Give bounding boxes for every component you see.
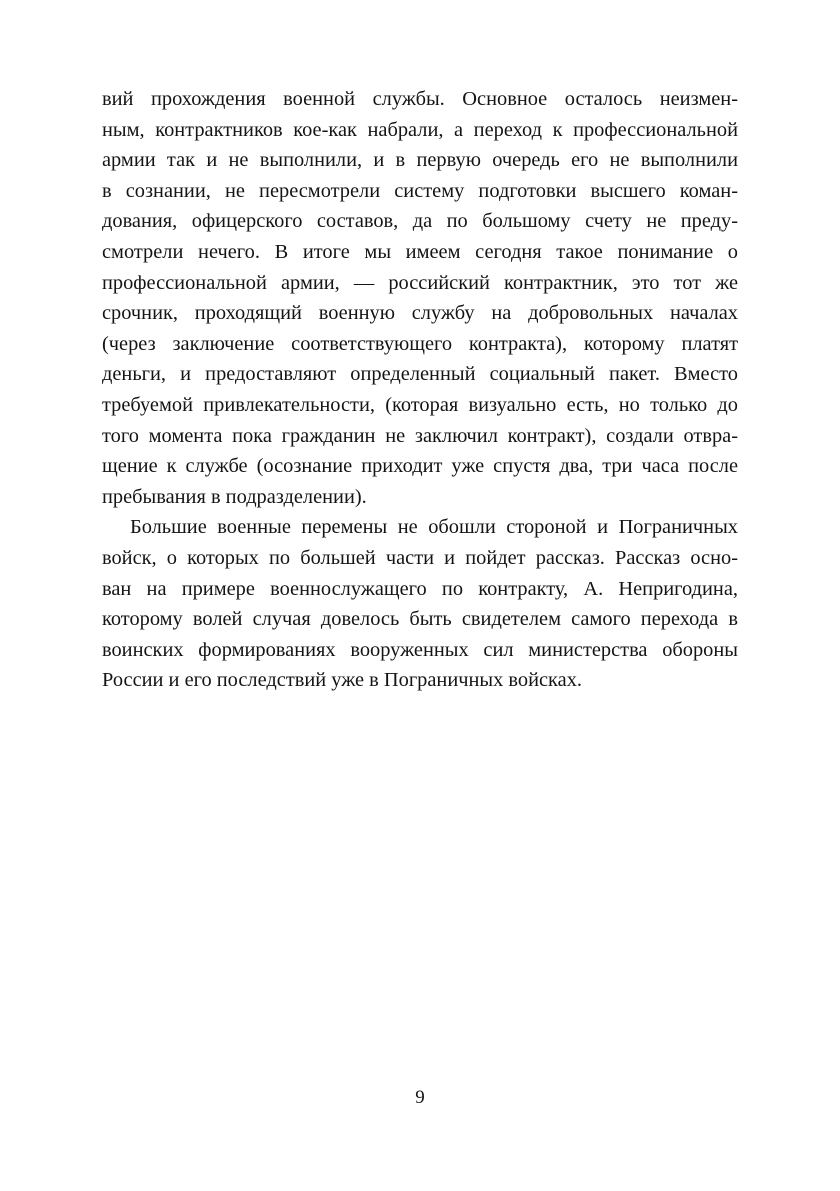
paragraph-1: [102, 84, 738, 512]
text-line: профессиональной армии, — российский контрактник, это тот же: [102, 271, 738, 294]
text-line: щение к службе (осознание приходит уже спустя два, три часа после: [102, 455, 738, 478]
text-line: Большие военные перемены не обошли стороной и Пограничных: [130, 516, 738, 539]
text-line: смотрели нечего. В итоге мы имеем сегодня такое понимание о: [102, 240, 738, 263]
text-line: требуемой привлекательности, (которая визуально есть, но только до: [102, 393, 738, 416]
body-text: [102, 84, 738, 696]
paragraph-2: [102, 512, 738, 696]
text-line: (через заключение соответствующего контракта), которому платят: [102, 332, 738, 355]
text-line: срочник, проходящий военную службу на добровольных началах: [102, 302, 738, 325]
text-line: ван на примере военнослужащего по контракту, А. Непригодина,: [102, 577, 738, 600]
page-number: 9: [415, 1087, 425, 1108]
text-line: войск, о которых по большей части и пойдет рассказ. Рассказ осно-: [102, 546, 738, 569]
text-line: пребывания в подразделении).: [102, 485, 367, 508]
text-line: которому волей случая довелось быть свидетелем самого перехода в: [102, 608, 738, 631]
text-line: России и его последствий уже в Пограничных войсках.: [102, 669, 582, 692]
text-line: ным, контрактников кое-как набрали, а переход к профессиональной: [102, 118, 738, 141]
text-line: дования, офицерского составов, да по большому счету не преду-: [102, 210, 738, 233]
text-line: деньги, и предоставляют определенный социальный пакет. Вместо: [102, 363, 738, 386]
text-line: в сознании, не пересмотрели систему подготовки высшего коман-: [102, 179, 738, 202]
text-line: вий прохождения военной службы. Основное осталось неизмен-: [102, 88, 738, 110]
text-line: воинских формированиях вооруженных сил министерства обороны: [102, 638, 738, 661]
text-line: армии так и не выполнили, и в первую очередь его не выполнили: [102, 149, 738, 172]
text-line: того момента пока гражданин не заключил контракт), создали отвра-: [102, 424, 738, 447]
